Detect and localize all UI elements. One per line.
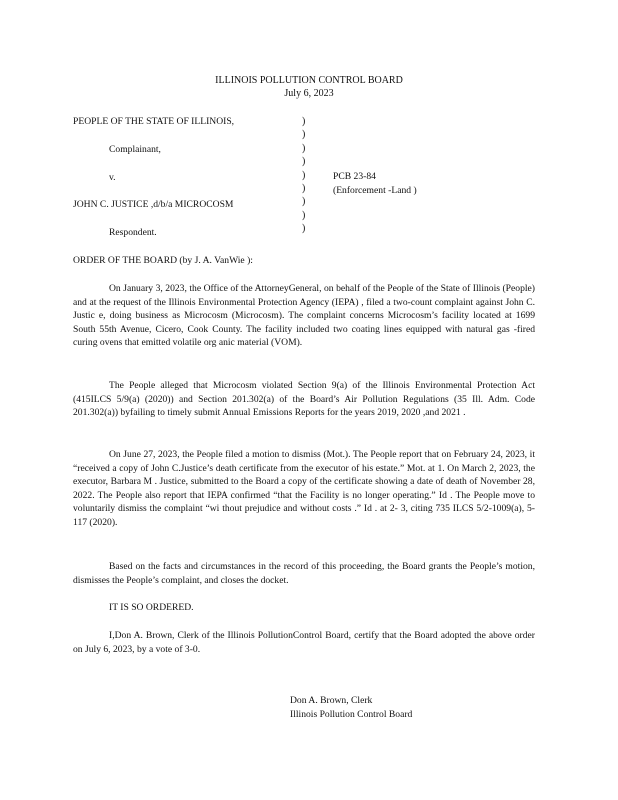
case-number: PCB 23-84 — [333, 171, 376, 182]
paragraph-allegations: The People alleged that Microcosm violated Section 9(a) of the Illinois Environmental Protection Act (415ILCS 5/9(a) (2020)) and Section 201.302(a) of the Board’s Air Pollution Regulations (35 Ill. Adm. Code 201.302(a)) byfailing to timely submit Annual Emissions Reports for the years 2019, 2020 ,and 2021 . — [73, 380, 535, 419]
paragraph-ruling: Based on the facts and circumstances in the record of this proceeding, the Board grants the People’s motion, dismisses the People’s complaint, and closes the docket. — [73, 561, 535, 586]
order-date: July 6, 2023 — [284, 88, 334, 99]
caption-plaintiff-role: Complainant, — [109, 144, 161, 155]
paragraph-motion: On June 27, 2023, the People filed a motion to dismiss (Mot.). The People report that on February 24, 2023, it “received a copy of John C.Justice’s death certificate from the executor of his estate.” Mot. at 1. On March 2, 2023, the executor, Barbara M . Justice, submitted to the Board a copy of the certificate showing a date of death of November 28, 2022. The People also report that IEPA confirmed “that the Facility is no longer operating.” Id . The People move to voluntarily dismiss the complaint “wi thout prejudice and without costs .” Id . at 2- 3, citing 735 ILCS 5/2-1009(a), 5-117 (2020). — [73, 449, 535, 528]
caption-defendant-role: Respondent. — [109, 227, 157, 238]
caption-paren: ) — [302, 156, 306, 168]
signature-title: Illinois Pollution Control Board — [290, 709, 413, 720]
so-ordered: IT IS SO ORDERED. — [109, 602, 194, 613]
caption-paren: ) — [302, 196, 306, 208]
caption-defendant: JOHN C. JUSTICE ,d/b/a MICROCOSM — [73, 199, 234, 210]
clerk-certification: I,Don A. Brown, Clerk of the Illinois PollutionControl Board, certify that the Board adopted the above order on July 6, 2023, by a vote of 3-0. — [73, 630, 535, 655]
order-heading: ORDER OF THE BOARD (by J. A. VanWie ): — [73, 255, 253, 266]
caption-paren: ) — [302, 142, 306, 154]
case-type: (Enforcement -Land ) — [333, 185, 417, 196]
board-name: ILLINOIS POLLUTION CONTROL BOARD — [215, 75, 403, 86]
caption-paren: ) — [302, 223, 306, 235]
caption-versus: v. — [109, 172, 116, 183]
paragraph-complaint: On January 3, 2023, the Office of the AttorneyGeneral, on behalf of the People of the State of Illinois (People) and at the request of the Illinois Environmental Protection Agency (IEPA) , filed a two-count complaint against John C. Justic e, doing business as Microcosm (Microcosm). The complaint concerns Microcosm’s facility located at 1699 South 55th Avenue, Cicero, Cook County. The facility included two coating lines equipped with natural gas -fired curing ovens that emitted volatile org anic material (VOM). — [73, 283, 535, 349]
signature-name: Don A. Brown, Clerk — [290, 695, 373, 706]
caption-paren: ) — [302, 129, 306, 141]
caption-plaintiff: PEOPLE OF THE STATE OF ILLINOIS, — [73, 116, 235, 127]
caption-paren: ) — [302, 169, 306, 181]
caption-paren: ) — [302, 116, 306, 127]
caption-paren: ) — [302, 209, 306, 221]
caption-paren: ) — [302, 183, 306, 195]
caption-paren-column — [302, 115, 312, 236]
